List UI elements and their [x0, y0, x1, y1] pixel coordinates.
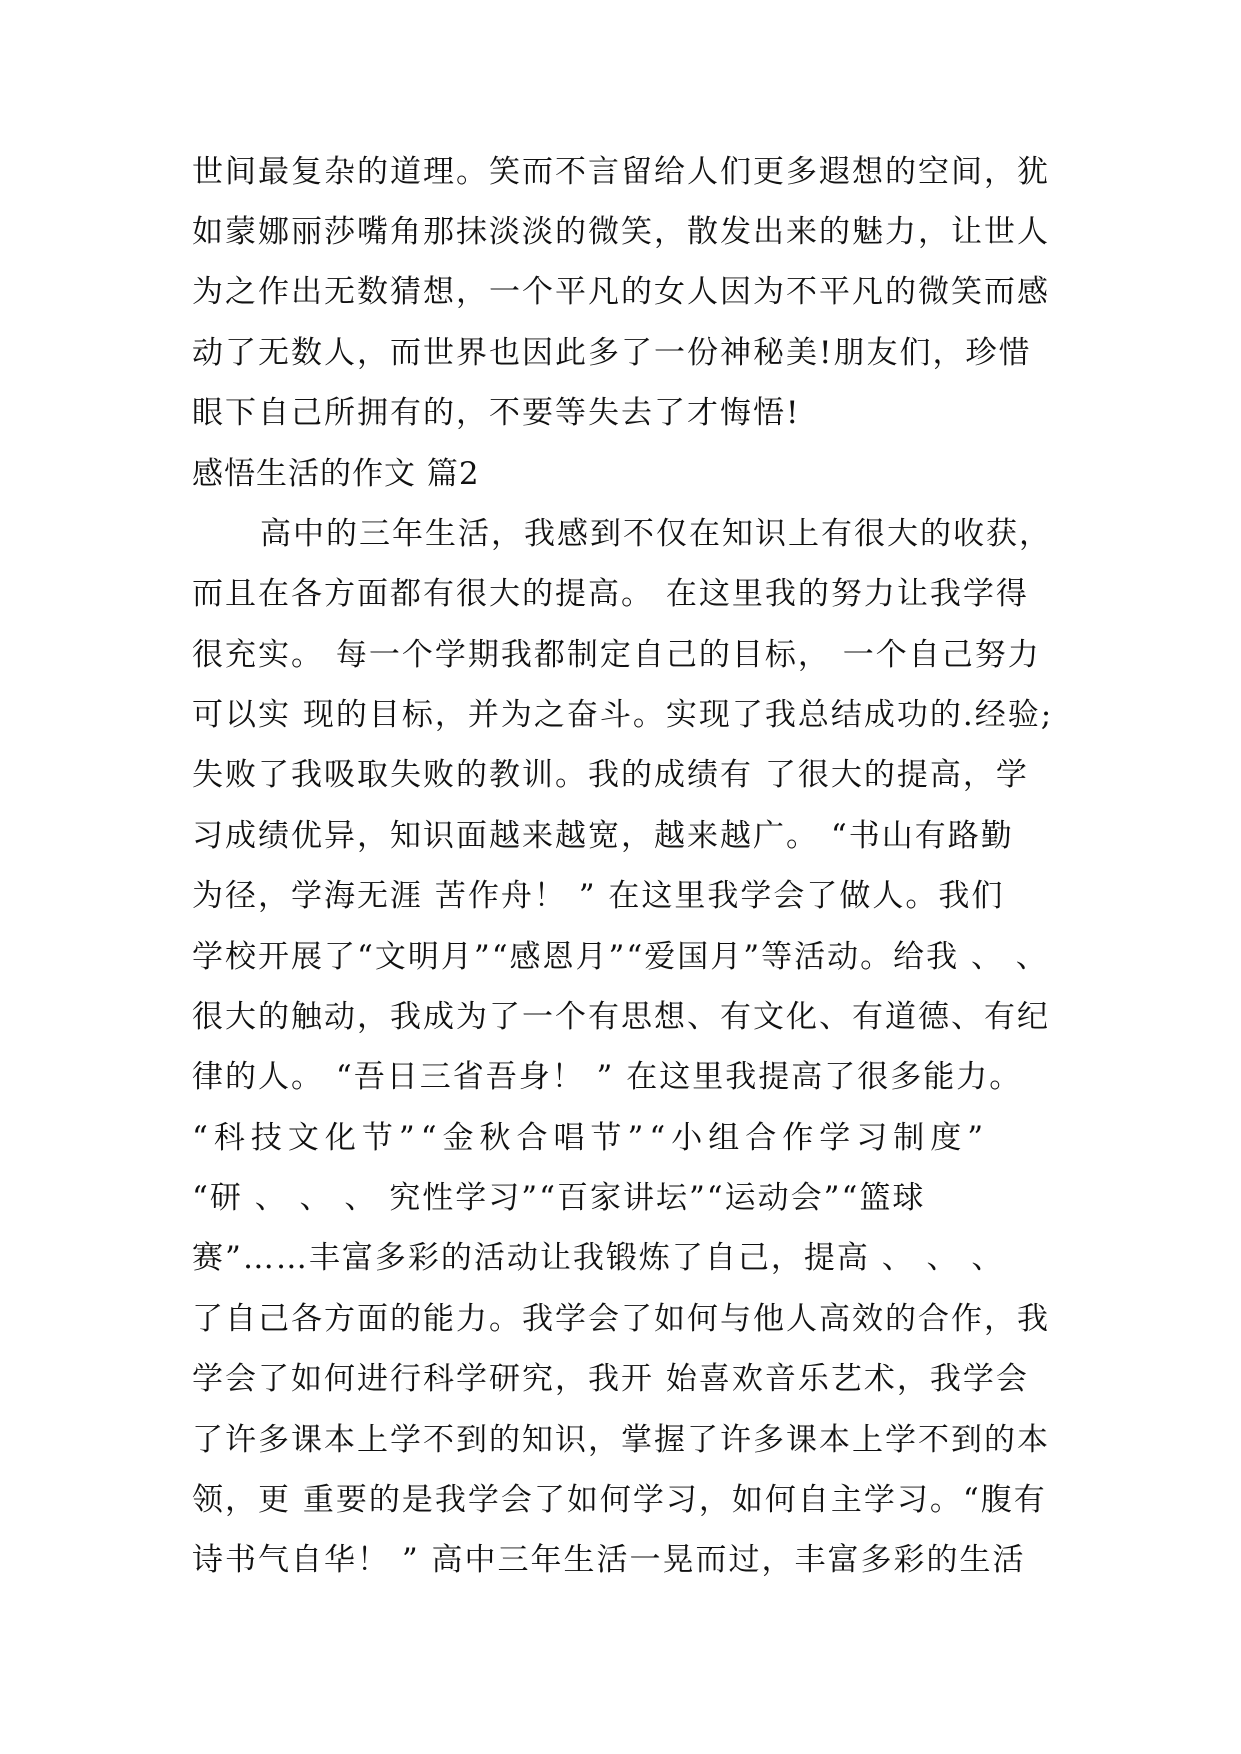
paragraph-line: 学校开展了“文明月”“感恩月”“爱国月”等活动。给我 、 、 — [192, 939, 1049, 975]
paragraph-line: 高中的三年生活，我感到不仅在知识上有很大的收获， — [260, 516, 1052, 552]
paragraph-line: 为径，学海无涯 苦作舟！ ” 在这里我学会了做人。我们 — [192, 878, 1005, 914]
paragraph-line: 眼下自己所拥有的，不要等失去了才悔悟! — [192, 395, 801, 431]
paragraph-line: 诗书气自华！ ” 高中三年生活一晃而过，丰富多彩的生活 — [192, 1542, 1026, 1578]
paragraph-line: 动了无数人，而世界也因此多了一份神秘美!朋友们，珍惜 — [192, 335, 1032, 371]
paragraph-line: 赛”……丰富多彩的活动让我锻炼了自己，提高 、 、 、 — [192, 1240, 1005, 1276]
paragraph-line: 世间最复杂的道理。笑而不言留给人们更多遐想的空间，犹 — [192, 154, 1050, 190]
paragraph-line: 而且在各方面都有很大的提高。 在这里我的努力让我学得 — [192, 576, 1029, 612]
paragraph-line: 可以实 现的目标，并为之奋斗。实现了我总结成功的.经验; — [192, 697, 1054, 733]
paragraph-line: 领，更 重要的是我学会了如何学习，如何自主学习。“腹有 — [192, 1482, 1047, 1518]
paragraph-line: 律的人。 “吾日三省吾身！ ” 在这里我提高了很多能力。 — [192, 1059, 1023, 1095]
paragraph-line: “科技文化节”“金秋合唱节”“小组合作学习制度” — [192, 1120, 990, 1156]
paragraph-line: “研 、 、 、 究性学习”“百家讲坛”“运动会”“篮球 — [192, 1180, 926, 1216]
paragraph-line: 很大的触动，我成为了一个有思想、有文化、有道德、有纪 — [192, 999, 1050, 1035]
paragraph-line: 如蒙娜丽莎嘴角那抹淡淡的微笑，散发出来的魅力，让世人 — [192, 214, 1050, 250]
section-title: 感悟生活的作文 篇2 — [192, 456, 480, 492]
paragraph-line: 了许多课本上学不到的知识，掌握了许多课本上学不到的本 — [192, 1422, 1050, 1458]
paragraph-line: 了自己各方面的能力。我学会了如何与他人高效的合作，我 — [192, 1301, 1050, 1337]
paragraph-line: 为之作出无数猜想，一个平凡的女人因为不平凡的微笑而感 — [192, 274, 1050, 310]
paragraph-line: 习成绩优异，知识面越来越宽，越来越广。 “书山有路勤 — [192, 818, 1014, 854]
paragraph-line: 失败了我吸取失败的教训。我的成绩有 了很大的提高，学 — [192, 757, 1029, 793]
paragraph-line: 很充实。 每一个学期我都制定自己的目标， 一个自己努力 — [192, 637, 1041, 673]
paragraph-line: 学会了如何进行科学研究，我开 始喜欢音乐艺术，我学会 — [192, 1361, 1029, 1397]
